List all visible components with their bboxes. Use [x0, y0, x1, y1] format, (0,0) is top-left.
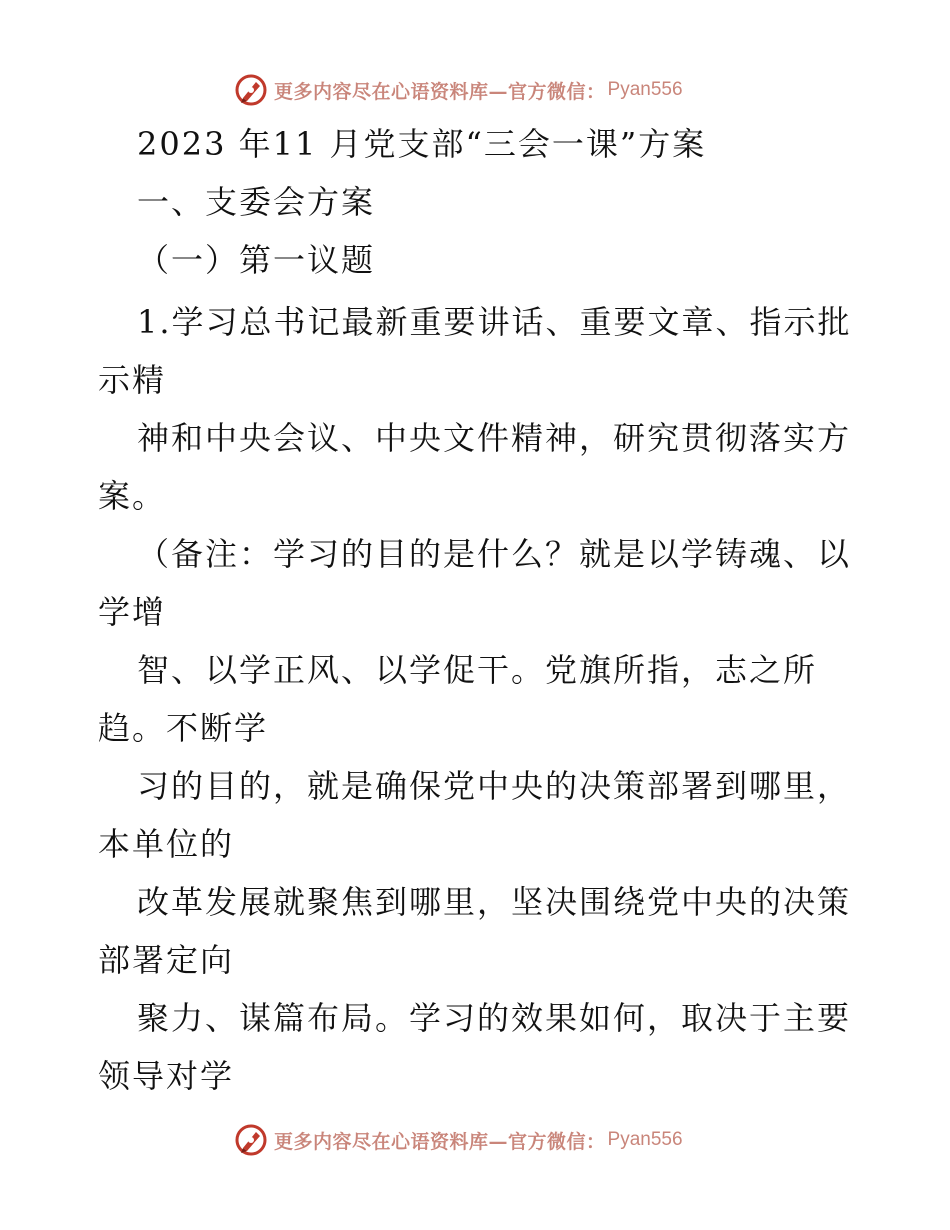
paragraph-line: 示精 [98, 361, 167, 399]
paragraph-line: 部署定向 [98, 941, 235, 979]
header-banner-text: 更多内容尽在心语资料库—官方微信： [274, 80, 606, 103]
paragraph-line: 案。 [98, 477, 167, 515]
paragraph-line: 1.学习总书记最新重要讲话、重要文章、指示批 [137, 303, 852, 341]
paragraph-line: 聚力、谋篇布局。学习的效果如何，取决于主要 [137, 999, 852, 1037]
paragraph-line: 习的目的，就是确保党中央的决策部署到哪里， [137, 767, 852, 805]
paragraph-line: 学增 [98, 593, 167, 631]
paragraph-line: 领导对学 [98, 1057, 235, 1095]
subsection-heading: （一）第一议题 [137, 241, 376, 279]
paragraph-line: 本单位的 [98, 825, 235, 863]
document-title: 2023 年11 月党支部“三会一课”方案 [137, 125, 707, 163]
footer-banner-wechat-id: Pyan556 [607, 1129, 683, 1150]
pen-logo-icon [234, 73, 268, 107]
footer-banner-text: 更多内容尽在心语资料库—官方微信： [274, 1130, 606, 1153]
paragraph-line: 趋。不断学 [98, 709, 269, 747]
header-banner [234, 72, 683, 108]
paragraph-line: 改革发展就聚焦到哪里，坚决围绕党中央的决策 [137, 883, 852, 921]
section-heading: 一、支委会方案 [137, 183, 376, 221]
paragraph-line: 神和中央会议、中央文件精神，研究贯彻落实方 [137, 419, 852, 457]
header-banner-wechat-id: Pyan556 [607, 79, 683, 100]
pen-logo-icon [234, 1123, 268, 1157]
footer-banner [234, 1122, 683, 1158]
paragraph-line: 智、以学正风、以学促干。党旗所指，志之所 [137, 651, 818, 689]
paragraph-line: （备注：学习的目的是什么？就是以学铸魂、以 [137, 535, 852, 573]
